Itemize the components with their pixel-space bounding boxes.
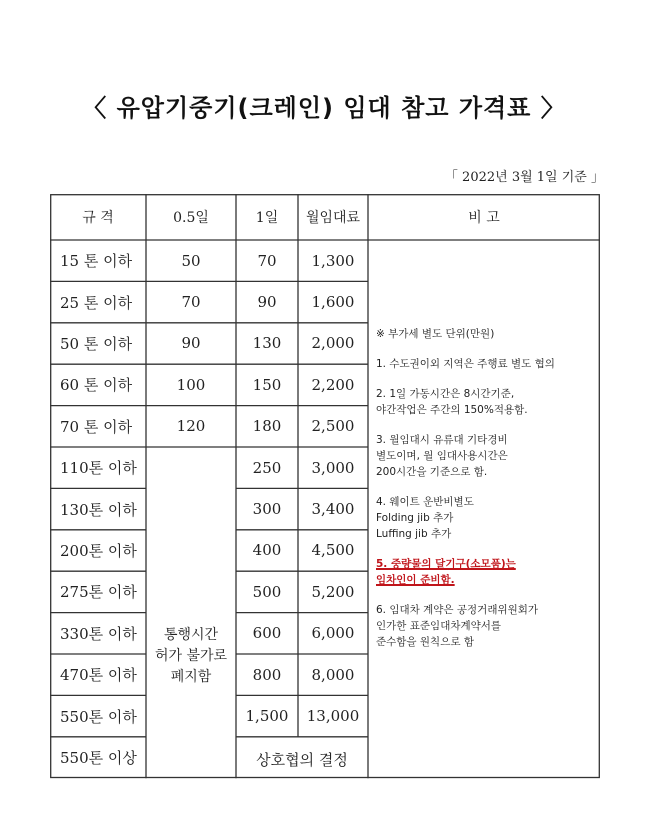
header-half-day: 0.5일 (173, 210, 209, 226)
row-spec: 275톤 이하 (60, 583, 137, 602)
row-monthly: 1,300 (311, 251, 355, 270)
row-spec: 25 톤 이하 (60, 293, 133, 312)
row-spec: 550톤 이하 (60, 707, 137, 726)
row-spec: 330톤 이하 (60, 624, 137, 643)
row-half-day: 90 (181, 334, 201, 353)
row-spec: 200톤 이하 (60, 541, 137, 560)
row-one-day: 90 (257, 293, 277, 312)
row-one-day: 150 (252, 375, 282, 394)
remark-6-line: 준수함을 원칙으로 함 (376, 636, 474, 648)
remark-2-line: 2. 1일 가동시간은 8시간기준, (376, 388, 515, 400)
row-spec: 110톤 이하 (60, 459, 137, 478)
row-one-day: 70 (257, 251, 277, 270)
row-monthly: 3,000 (311, 458, 355, 477)
header-one-day: 1일 (255, 210, 279, 226)
vat-note: ※ 부가세 별도 단위(만원) (376, 328, 495, 340)
header-monthly: 월임대료 (305, 210, 361, 226)
row-monthly: 5,200 (311, 582, 355, 601)
page-title: 〈 유압기중기(크레인) 임대 참고 가격표 〉 (82, 94, 566, 122)
row-one-day: 250 (252, 458, 282, 477)
row-one-day: 180 (252, 417, 282, 436)
row-monthly: 2,200 (311, 375, 355, 394)
row-spec: 470톤 이하 (60, 666, 137, 685)
row-one-day: 130 (252, 334, 282, 353)
half-day-merged-note (146, 531, 236, 781)
row-spec: 15 톤 이하 (60, 252, 133, 271)
row-one-day: 600 (252, 624, 282, 643)
remark-5-highlight: 임차인이 준비함. (376, 574, 455, 586)
row-monthly: 13,000 (306, 707, 360, 726)
row-half-day: 70 (181, 293, 201, 312)
header-remarks: 비 고 (468, 210, 500, 226)
remark-2-line: 야간작업은 주간의 150%적용함. (376, 404, 528, 416)
row-half-day: 120 (176, 417, 206, 436)
remark-1: 1. 수도권이외 지역은 주행료 별도 협의 (376, 358, 555, 370)
row-one-day: 300 (252, 500, 282, 519)
remark-4-line: 4. 웨이트 운반비별도 (376, 496, 474, 508)
row-spec: 130톤 이하 (60, 500, 137, 519)
header-spec: 규 격 (82, 210, 114, 226)
half-day-note-line: 폐지함 (170, 668, 212, 685)
row-one-day: 500 (252, 582, 282, 601)
remark-6-line: 6. 임대차 계약은 공정거래위원회가 (376, 604, 539, 616)
half-day-note-line: 통행시간 (163, 626, 219, 643)
row-half-day: 50 (181, 251, 201, 270)
remark-5-highlight: 5. 중량물의 달기구(소모품)는 (376, 558, 516, 570)
row-spec: 70 톤 이하 (60, 417, 133, 436)
last-row-merged-note: 상호협의 결정 (256, 750, 348, 769)
remark-4-line: Folding jib 추가 (376, 512, 454, 524)
row-one-day: 1,500 (245, 707, 289, 726)
row-half-day: 100 (176, 375, 206, 394)
row-monthly: 2,000 (311, 334, 355, 353)
remarks-column (376, 326, 598, 664)
row-spec: 60 톤 이하 (60, 376, 133, 395)
row-monthly: 8,000 (311, 665, 355, 684)
half-day-note-line: 허가 불가로 (154, 647, 228, 664)
remark-3-line: 3. 월임대시 유류대 기타경비 (376, 434, 508, 446)
remark-4-line: Luffing jib 추가 (376, 528, 452, 540)
remark-3-line: 200시간을 기준으로 함. (376, 466, 488, 478)
reference-date: 「 2022년 3월 1일 기준 」 (444, 170, 604, 185)
row-spec: 50 톤 이하 (60, 334, 133, 353)
row-monthly: 2,500 (311, 417, 355, 436)
row-one-day: 800 (252, 665, 282, 684)
row-spec: 550톤 이상 (60, 748, 137, 767)
row-monthly: 4,500 (311, 541, 355, 560)
row-monthly: 1,600 (311, 293, 355, 312)
price-table (50, 194, 600, 780)
remark-3-line: 별도이며, 월 임대사용시간은 (376, 450, 508, 462)
row-monthly: 3,400 (311, 500, 355, 519)
row-one-day: 400 (252, 541, 282, 560)
row-monthly: 6,000 (311, 624, 355, 643)
remark-6-line: 인가한 표준임대차계약서를 (376, 620, 502, 632)
